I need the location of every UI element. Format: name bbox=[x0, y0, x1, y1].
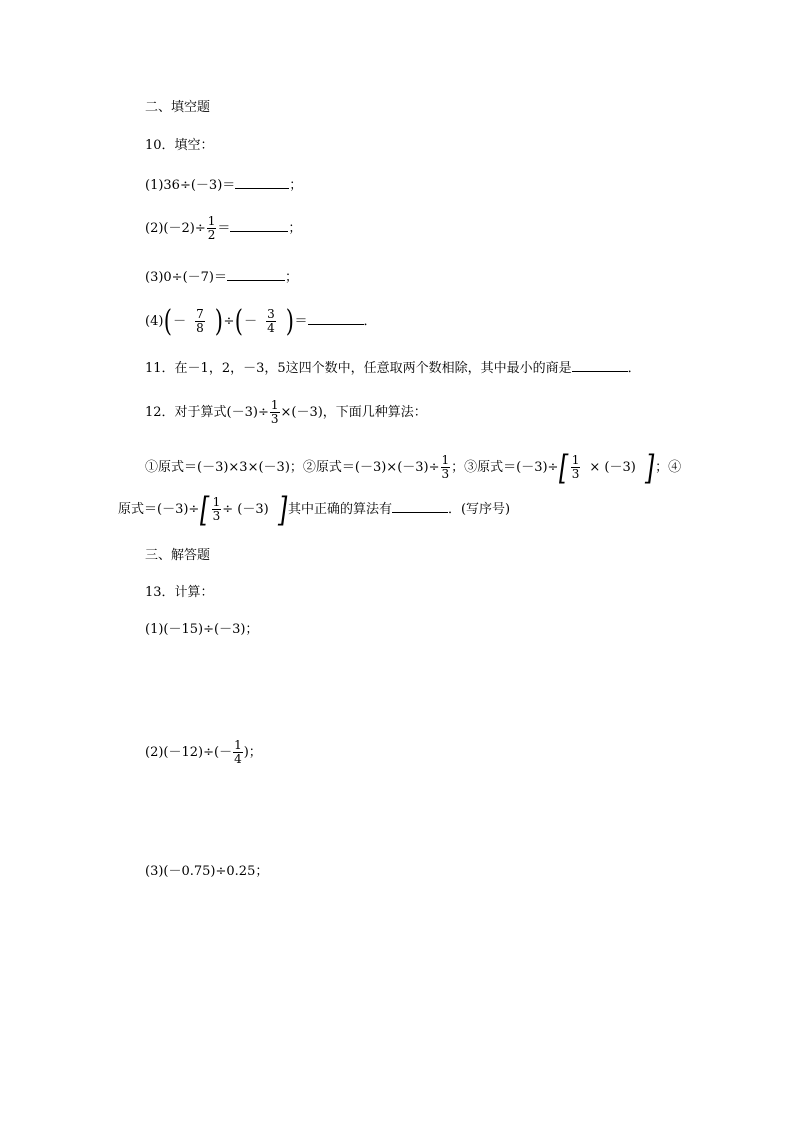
q10-p1-expression: (1)36÷(－3)＝ bbox=[145, 178, 236, 193]
question-13-title: 13．计算： bbox=[145, 585, 214, 600]
paren-right: ) bbox=[285, 303, 294, 339]
answer-blank[interactable] bbox=[227, 268, 285, 281]
answer-blank[interactable] bbox=[572, 359, 628, 372]
fraction: $\frac{1}{3}$ bbox=[270, 398, 279, 426]
q10-p1-tail: ； bbox=[289, 178, 303, 193]
fraction: $\frac{1}{4}$ bbox=[234, 738, 242, 766]
q10-p3-expression: (3)0÷(－7)＝ bbox=[145, 270, 227, 285]
question-10-part-2: (2)(－2)÷ $\frac{1}{2}$ ＝ ； bbox=[145, 214, 302, 242]
answer-blank[interactable] bbox=[235, 176, 289, 189]
fraction: $\frac{3}{4}$ bbox=[267, 307, 275, 335]
fraction: $\frac{1}{3}$ bbox=[441, 453, 450, 481]
section-heading-solve: 三、解答题 bbox=[145, 548, 211, 563]
question-12-line-3: 原式＝(－3)÷[ $\frac{1}{3}$ ÷ (－3) ]其中正确的算法有 ．(写序号) bbox=[118, 489, 511, 530]
question-10-part-3: (3)0÷(－7)＝ ； bbox=[145, 270, 299, 285]
paren-left: ( bbox=[164, 303, 173, 339]
fraction: $\frac{7}{8}$ bbox=[196, 307, 204, 335]
question-10-part-4: (4)(－ $\frac{7}{8}$ )÷(－ $\frac{3}{4}$ )＝ ． bbox=[145, 303, 377, 339]
question-11: 11．在－1，2，－3，5这四个数中，任意取两个数相除，其中最小的商是 ． bbox=[145, 361, 641, 376]
question-13-part-3: (3)(－0.75)÷0.25； bbox=[145, 864, 269, 879]
answer-blank[interactable] bbox=[230, 219, 288, 232]
paren-right: ) bbox=[214, 303, 223, 339]
question-13-part-2: (2)(－12)÷(－ $\frac{1}{4}$ )； bbox=[145, 738, 262, 766]
bracket-left: [ bbox=[559, 447, 569, 488]
answer-blank[interactable] bbox=[392, 500, 448, 513]
fraction: $\frac{1}{3}$ bbox=[571, 453, 580, 481]
bracket-right: ] bbox=[644, 447, 655, 488]
answer-blank[interactable] bbox=[308, 312, 364, 325]
fraction: $\frac{1}{2}$ bbox=[207, 214, 216, 242]
q11-text: 11．在－1，2，－3，5这四个数中，任意取两个数相除，其中最小的商是 bbox=[145, 361, 572, 376]
section-heading-fill-blank: 二、填空题 bbox=[145, 100, 211, 115]
bracket-right: ] bbox=[277, 489, 287, 530]
fraction: $\frac{1}{3}$ bbox=[212, 495, 221, 523]
paren-left: ( bbox=[235, 303, 244, 339]
question-10-part-1 bbox=[145, 176, 302, 194]
question-13-part-1: (1)(－15)÷(－3)； bbox=[145, 622, 259, 637]
question-10-title: 10．填空： bbox=[145, 138, 214, 153]
question-12-line-2: ①原式＝(－3)×3×(－3)；②原式＝(－3)×(－3)÷ $\frac{1}{3}$ ；③原式＝(－3)÷[ $\frac{1}{3}$ × (－3) ]；④ bbox=[145, 447, 682, 488]
bracket-left: [ bbox=[200, 489, 210, 530]
question-12-line-1: 12．对于算式(－3)÷ $\frac{1}{3}$ ×(－3)，下面几种算法： bbox=[145, 398, 427, 426]
q10-p2-expression: (2)(－2)÷ bbox=[145, 221, 206, 236]
